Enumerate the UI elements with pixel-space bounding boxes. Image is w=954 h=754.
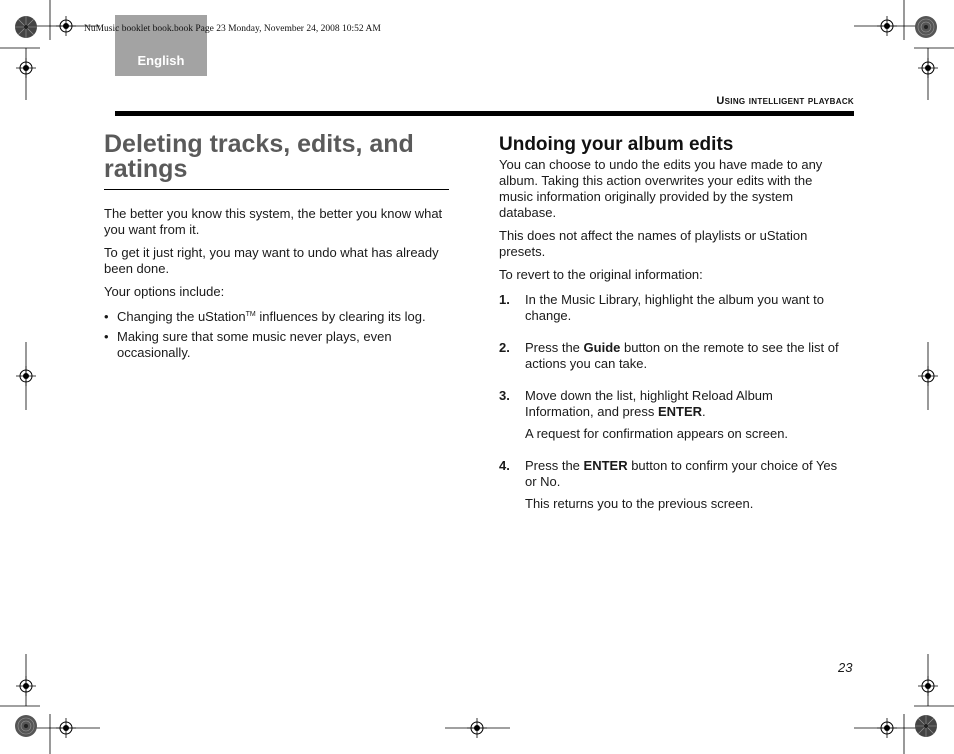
- step-text: Press the Guide button on the remote to see the list of actions you can take.: [525, 340, 839, 371]
- options-lead: Your options include:: [104, 284, 225, 299]
- color-calibration-wheel-icon: [914, 714, 938, 738]
- body-paragraph: You can choose to undo the edits you have made to any album. Taking this action overwrites your edits with the music information originally provided by the system database.: [499, 157, 823, 220]
- step-note: This returns you to the previous screen.: [525, 496, 754, 511]
- options-list: [104, 309, 449, 361]
- step-item: [499, 292, 844, 324]
- registration-mark-icon: [467, 718, 487, 738]
- steps-lead: To revert to the original information:: [499, 267, 703, 282]
- registration-mark-icon: [56, 16, 76, 36]
- title-rule: [104, 189, 449, 190]
- step-number: 1.: [499, 292, 510, 307]
- registration-mark-icon: [877, 718, 897, 738]
- body-paragraph: This does not affect the names of playlists or uStation presets.: [499, 228, 808, 259]
- print-info: NuMusic booklet book.book Page 23 Monday, November 24, 2008 10:52 AM: [84, 24, 381, 34]
- step-note: A request for confirmation appears on screen.: [525, 426, 789, 441]
- step-text: In the Music Library, highlight the album you want to change.: [525, 292, 824, 323]
- section-header: Using intelligent playback: [716, 95, 854, 107]
- registration-mark-icon: [56, 718, 76, 738]
- step-number: 3.: [499, 388, 510, 403]
- step-item: [499, 388, 844, 442]
- registration-mark-icon: [16, 366, 36, 386]
- color-calibration-wheel-icon: [14, 15, 38, 39]
- intro-paragraph: To get it just right, you may want to undo what has already been done.: [104, 245, 439, 276]
- color-calibration-wheel-icon: [914, 15, 938, 39]
- intro-paragraph: The better you know this system, the better you know what you want from it.: [104, 206, 443, 237]
- step-number: 4.: [499, 458, 510, 473]
- trademark-mark: TM: [245, 311, 256, 318]
- section-heading: Undoing your album edits: [499, 134, 734, 155]
- registration-mark-icon: [16, 676, 36, 696]
- header-rule: [115, 111, 854, 116]
- page-title: Deleting tracks, edits, and ratings: [104, 130, 414, 183]
- list-item: • Making sure that some music never plays, even occasionally.: [104, 329, 449, 361]
- step-number: 2.: [499, 340, 510, 355]
- registration-mark-icon: [918, 676, 938, 696]
- step-text: Press the ENTER button to confirm your choice of Yes or No.: [525, 458, 838, 489]
- list-item: • Changing the uStation™ influences by clearing its log.: [104, 309, 449, 325]
- registration-mark-icon: [918, 58, 938, 78]
- left-column: [104, 206, 449, 365]
- language-tab-label: English: [137, 53, 185, 68]
- right-column: [499, 134, 844, 512]
- step-item: [499, 458, 844, 512]
- registration-mark-icon: [877, 16, 897, 36]
- page-number: 23: [838, 660, 853, 675]
- registration-mark-icon: [16, 58, 36, 78]
- registration-mark-icon: [918, 366, 938, 386]
- step-text: Move down the list, highlight Reload Album Information, and press ENTER.: [525, 388, 773, 419]
- color-calibration-wheel-icon: [14, 714, 38, 738]
- step-item: [499, 340, 844, 372]
